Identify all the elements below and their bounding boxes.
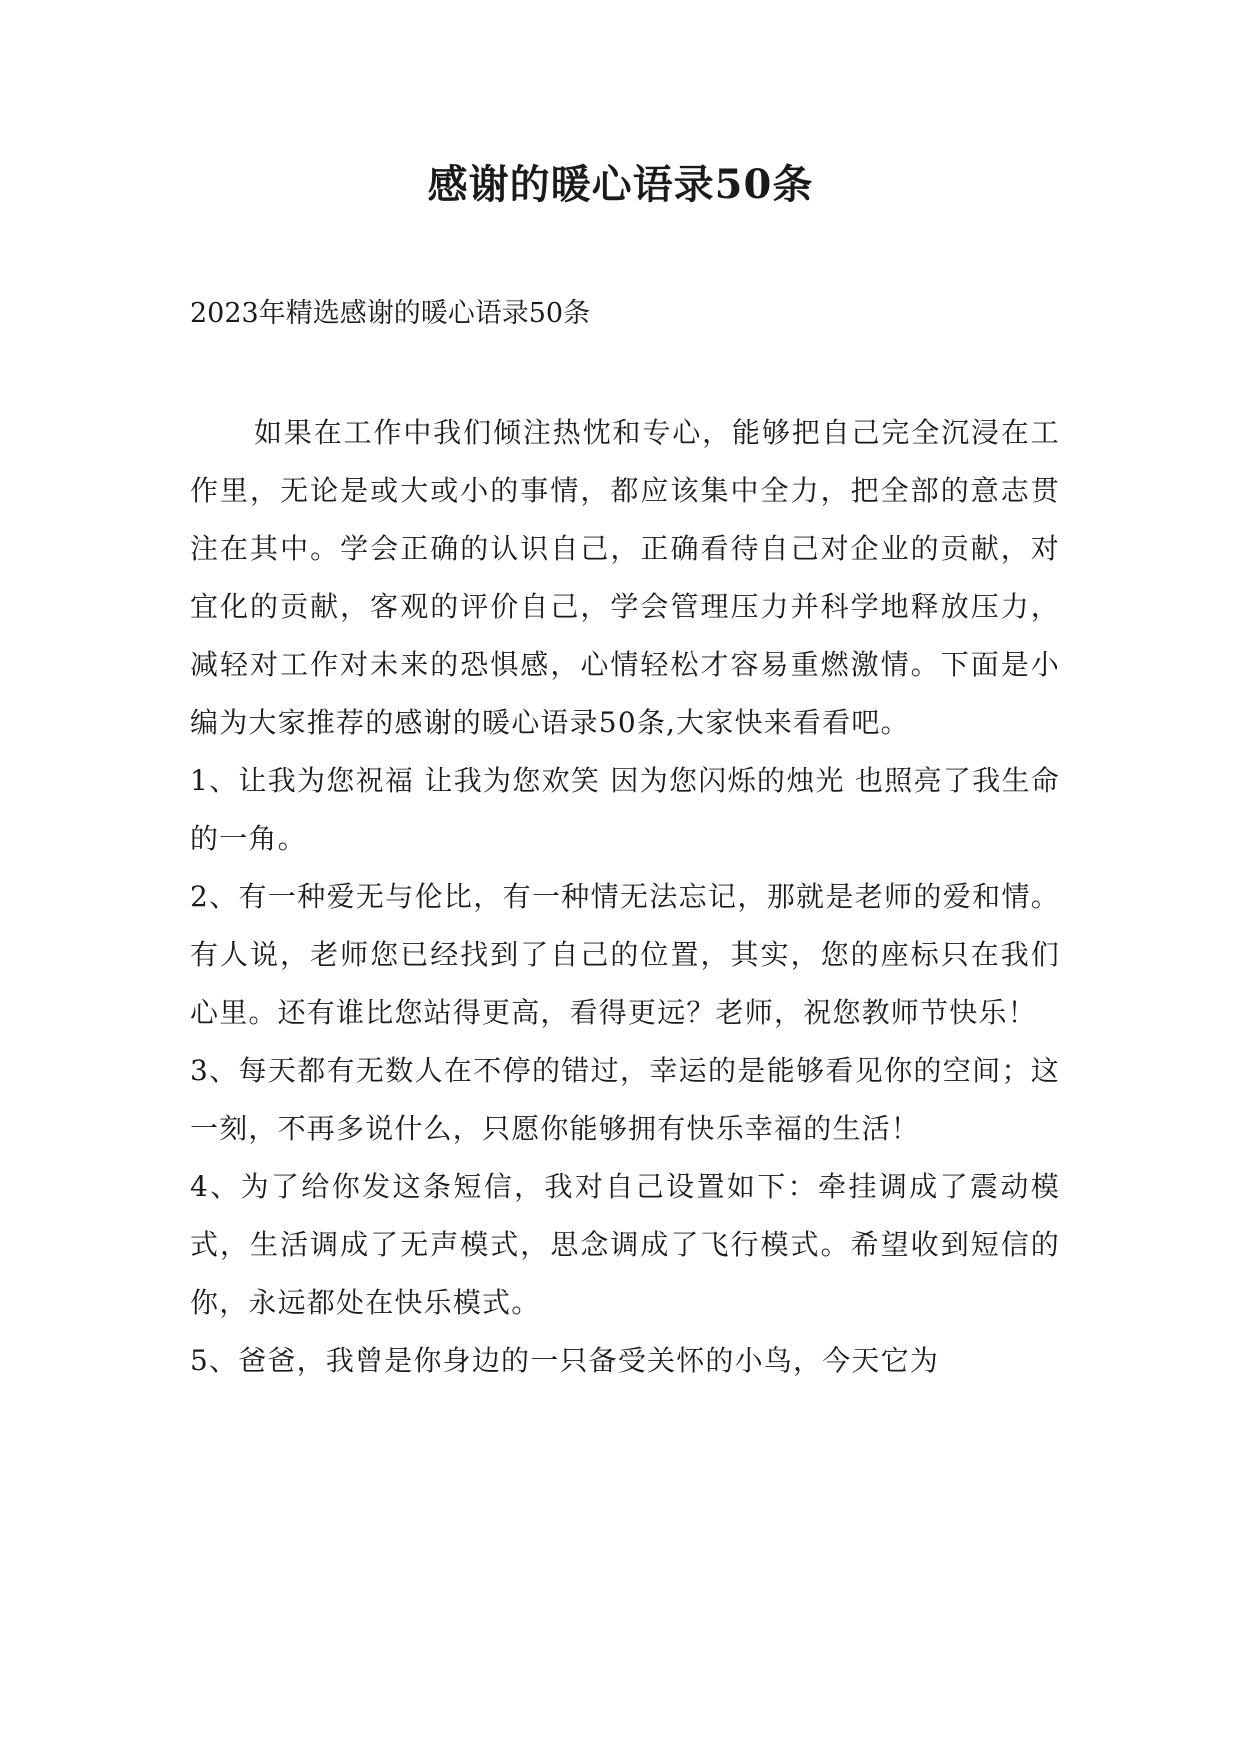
quote-item-2: 2、有一种爱无与伦比，有一种情无法忘记，那就是老师的爱和情。 有人说，老师您已经找到了自己的位置，其实，您的座标只在我们心里。还有谁比您站得更高，看得更远？老师，祝您教师节快乐！ <box>190 880 1060 1029</box>
quote-item-1: 1、让我为您祝福 让我为您欢笑 因为您闪烁的烛光 也照亮了我生命的一角。 <box>190 764 1060 855</box>
quote-item-5: 5、爸爸，我曾是你身边的一只备受关怀的小鸟，今天它为 <box>190 1344 940 1377</box>
quote-item-3: 3、每天都有无数人在不停的错过，幸运的是能够看见你的空间；这一刻，不再多说什么，只愿你能够拥有快乐幸福的生活！ <box>190 1054 1060 1145</box>
intro-paragraph: 如果在工作中我们倾注热忱和专心，能够把自己完全沉浸在工作里，无论是或大或小的事情，都应该集中全力，把全部的意志贯注在其中。学会正确的认识自己，正确看待自己对企业的贡献，对宜化的贡献，客观的评价自己，学会管理压力并科学地释放压力，减轻对工作对未来的恐惧感，心情轻松才容易重燃激情。下面是小编为大家推荐的感谢的暖心语录50条,大家快来看看吧。 <box>190 416 1060 739</box>
document-title: 感谢的暖心语录50条 <box>427 161 814 208</box>
quote-item-4: 4、为了给你发这条短信，我对自己设置如下：牵挂调成了震动模式，生活调成了无声模式，思念调成了飞行模式。希望收到短信的你，永远都处在快乐模式。 <box>190 1170 1060 1319</box>
document-subtitle: 2023年精选感谢的暖心语录50条 <box>190 298 591 329</box>
document-body <box>190 404 1060 1390</box>
